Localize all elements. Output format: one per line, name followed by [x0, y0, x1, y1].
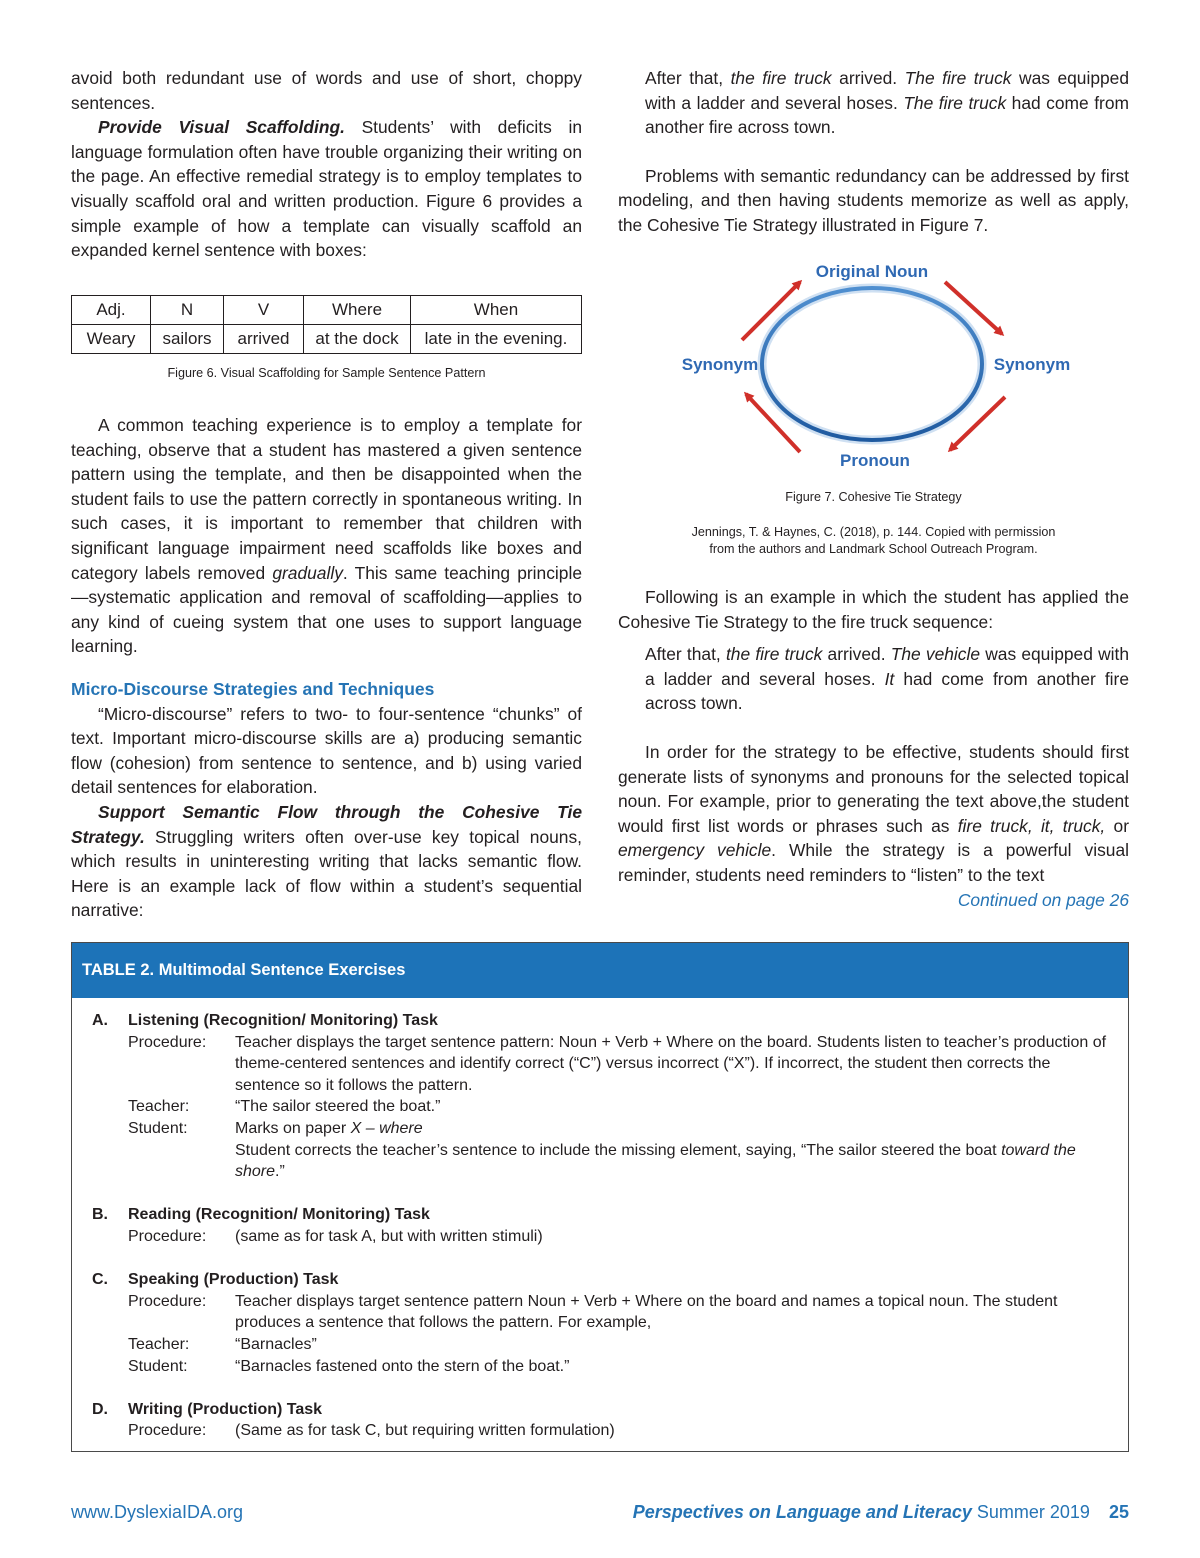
table-2-title: TABLE 2. Multimodal Sentence Exercises	[72, 943, 1128, 998]
right-column	[618, 66, 1129, 238]
table-2-body	[72, 998, 1128, 1442]
node-synonym-right: Synonym	[993, 355, 1071, 374]
task-title: Reading (Recognition/ Monitoring) Task	[128, 1206, 430, 1224]
continued-link[interactable]: Continued on page 26	[957, 889, 1129, 910]
table-cell: V	[224, 296, 304, 325]
node-original-noun: Original Noun	[815, 262, 929, 281]
task-b: B. Reading (Recognition/ Monitoring) Task Procedure: (same as for task A, but with written stimuli)	[72, 1204, 1128, 1247]
figure-6-table	[71, 295, 582, 354]
left-column	[71, 66, 582, 263]
table-header-row	[72, 296, 582, 325]
figure-7-credit: Jennings, T. & Haynes, C. (2018), p. 144. Copied with permission from the authors and Landmark School Outreach Program.	[691, 525, 1056, 556]
journal-title: Perspectives on Language and Literacy	[632, 1502, 972, 1522]
table-cell: Where	[304, 296, 411, 325]
task-title: Listening (Recognition/ Monitoring) Task	[128, 1012, 438, 1029]
footer-url[interactable]: www.DyslexiaIDA.org	[71, 1502, 244, 1522]
paragraph: A common teaching experience is to employ a template for teaching, observe that a student has mastered a given sentence pattern using the template, and then be disappointed when the student fails to use the pattern correctly in spontaneous writing. In such cases, it is important to remember that children with significant language impairment need scaffolds like boxes and category labels removed gradually. This same teaching principle—systematic application and removal of scaffolding—applies to any kind of cueing system that one uses to support language learning.	[71, 415, 582, 657]
table-cell: N	[151, 296, 224, 325]
footer-info	[633, 1502, 1129, 1523]
table-cell: Adj.	[72, 296, 151, 325]
table-cell: late in the evening.	[411, 325, 582, 354]
right-column-lower	[618, 585, 1129, 912]
task-d: D. Writing (Production) Task Procedure: (Same as for task C, but requiring written formulation)	[72, 1399, 1128, 1442]
table-cell: When	[411, 296, 582, 325]
paragraph: Provide Visual Scaffolding. Students’ with deficits in language formulation often have trouble organizing their writing on the page. An effective remedial strategy is to employ templates to visually scaffold oral and written production. Figure 6 provides a simple example of how a template can visually scaffold an expanded kernel sentence with boxes:	[71, 117, 583, 261]
cycle-ring	[762, 288, 982, 440]
table-2	[71, 942, 1129, 1452]
task-c: C. Speaking (Production) Task Procedure: Teacher displays target sentence pattern Noun + Verb + Where on the board and names a topical noun. The student produces a sentence that follows the pattern. For example, Teacher: “Barnacles” Student: “Barnacles fastened onto the stern of the boat.”	[72, 1269, 1128, 1377]
figure-7-caption: Figure 7. Cohesive Tie Strategy	[785, 490, 962, 504]
example-quote: After that, the fire truck arrived. The fire truck was equipped with a ladder and several hoses. The fire truck had come from another fire across town.	[645, 68, 1130, 138]
issue-season: Summer 2019	[976, 1502, 1090, 1522]
figure-6-caption: Figure 6. Visual Scaffolding for Sample Sentence Pattern	[167, 366, 486, 380]
task-title: Speaking (Production) Task	[128, 1271, 339, 1289]
node-pronoun: Pronoun	[840, 451, 910, 470]
task-a: A. Listening (Recognition/ Monitoring) Task Procedure: Teacher displays the target sentence pattern: Noun + Verb + Where on the board. Students listen to teacher’s production of theme-centered sentences and identify correct (“C”) versus incorrect (“X”). If incorrect, the student then corrects the sentence so it follows the pattern. Teacher: “The sailor steered the boat.” Student: Marks on paper X – where Student corrects the teacher’s sentence to include the missing element, saying, “The sailor steered the boat toward the shore.”	[72, 1010, 1128, 1183]
paragraph: Problems with semantic redundancy can be addressed by first modeling, and then having students memorize as well as apply, the Cohesive Tie Strategy illustrated in Figure 7.	[618, 165, 1129, 235]
table-cell: sailors	[151, 325, 224, 354]
left-column-lower	[71, 413, 582, 923]
paragraph: “Micro-discourse” refers to two- to four-sentence “chunks” of text. Important micro-discourse skills are a) producing semantic flow (cohesion) from sentence to sentence, and b) using varied detail sentences for elaboration.	[71, 703, 582, 798]
table-row	[72, 325, 582, 354]
table-cell: Weary	[72, 325, 151, 354]
section-heading: Micro-Discourse Strategies and Techniques	[71, 678, 435, 699]
table-cell: arrived	[224, 325, 304, 354]
paragraph: Following is an example in which the student has applied the Cohesive Tie Strategy to the fire truck sequence:	[618, 587, 1129, 632]
table-cell: at the dock	[304, 325, 411, 354]
node-synonym-left: Synonym	[681, 355, 759, 374]
arrow-icon	[950, 397, 1005, 450]
page-number: 25	[1108, 1502, 1129, 1522]
figure-7-diagram	[670, 252, 1090, 477]
paragraph: Support Semantic Flow through the Cohesive Tie Strategy. Struggling writers often over-use key topical nouns, which results in uninteresting writing that lacks semantic flow. Here is an example lack of flow within a student’s sequential narrative:	[71, 801, 582, 921]
example-quote: After that, the fire truck arrived. The vehicle was equipped with a ladder and several hoses. It had come from another fire across town.	[645, 644, 1130, 714]
task-title: Writing (Production) Task	[128, 1400, 323, 1418]
paragraph: avoid both redundant use of words and use of short, choppy sentences.	[71, 68, 582, 113]
run-in-heading: Support Semantic Flow through the Cohesive Tie Strategy.	[71, 801, 582, 847]
run-in-heading: Provide Visual Scaffolding.	[98, 117, 345, 138]
paragraph: In order for the strategy to be effective, students should first generate lists of synonyms and pronouns for the selected topical noun. For example, prior to generating the text above,the student would first list words or phrases such as fire truck, it, truck, or emergency vehicle. While the strategy is a powerful visual reminder, students need reminders to “listen” to the text	[618, 741, 1130, 885]
